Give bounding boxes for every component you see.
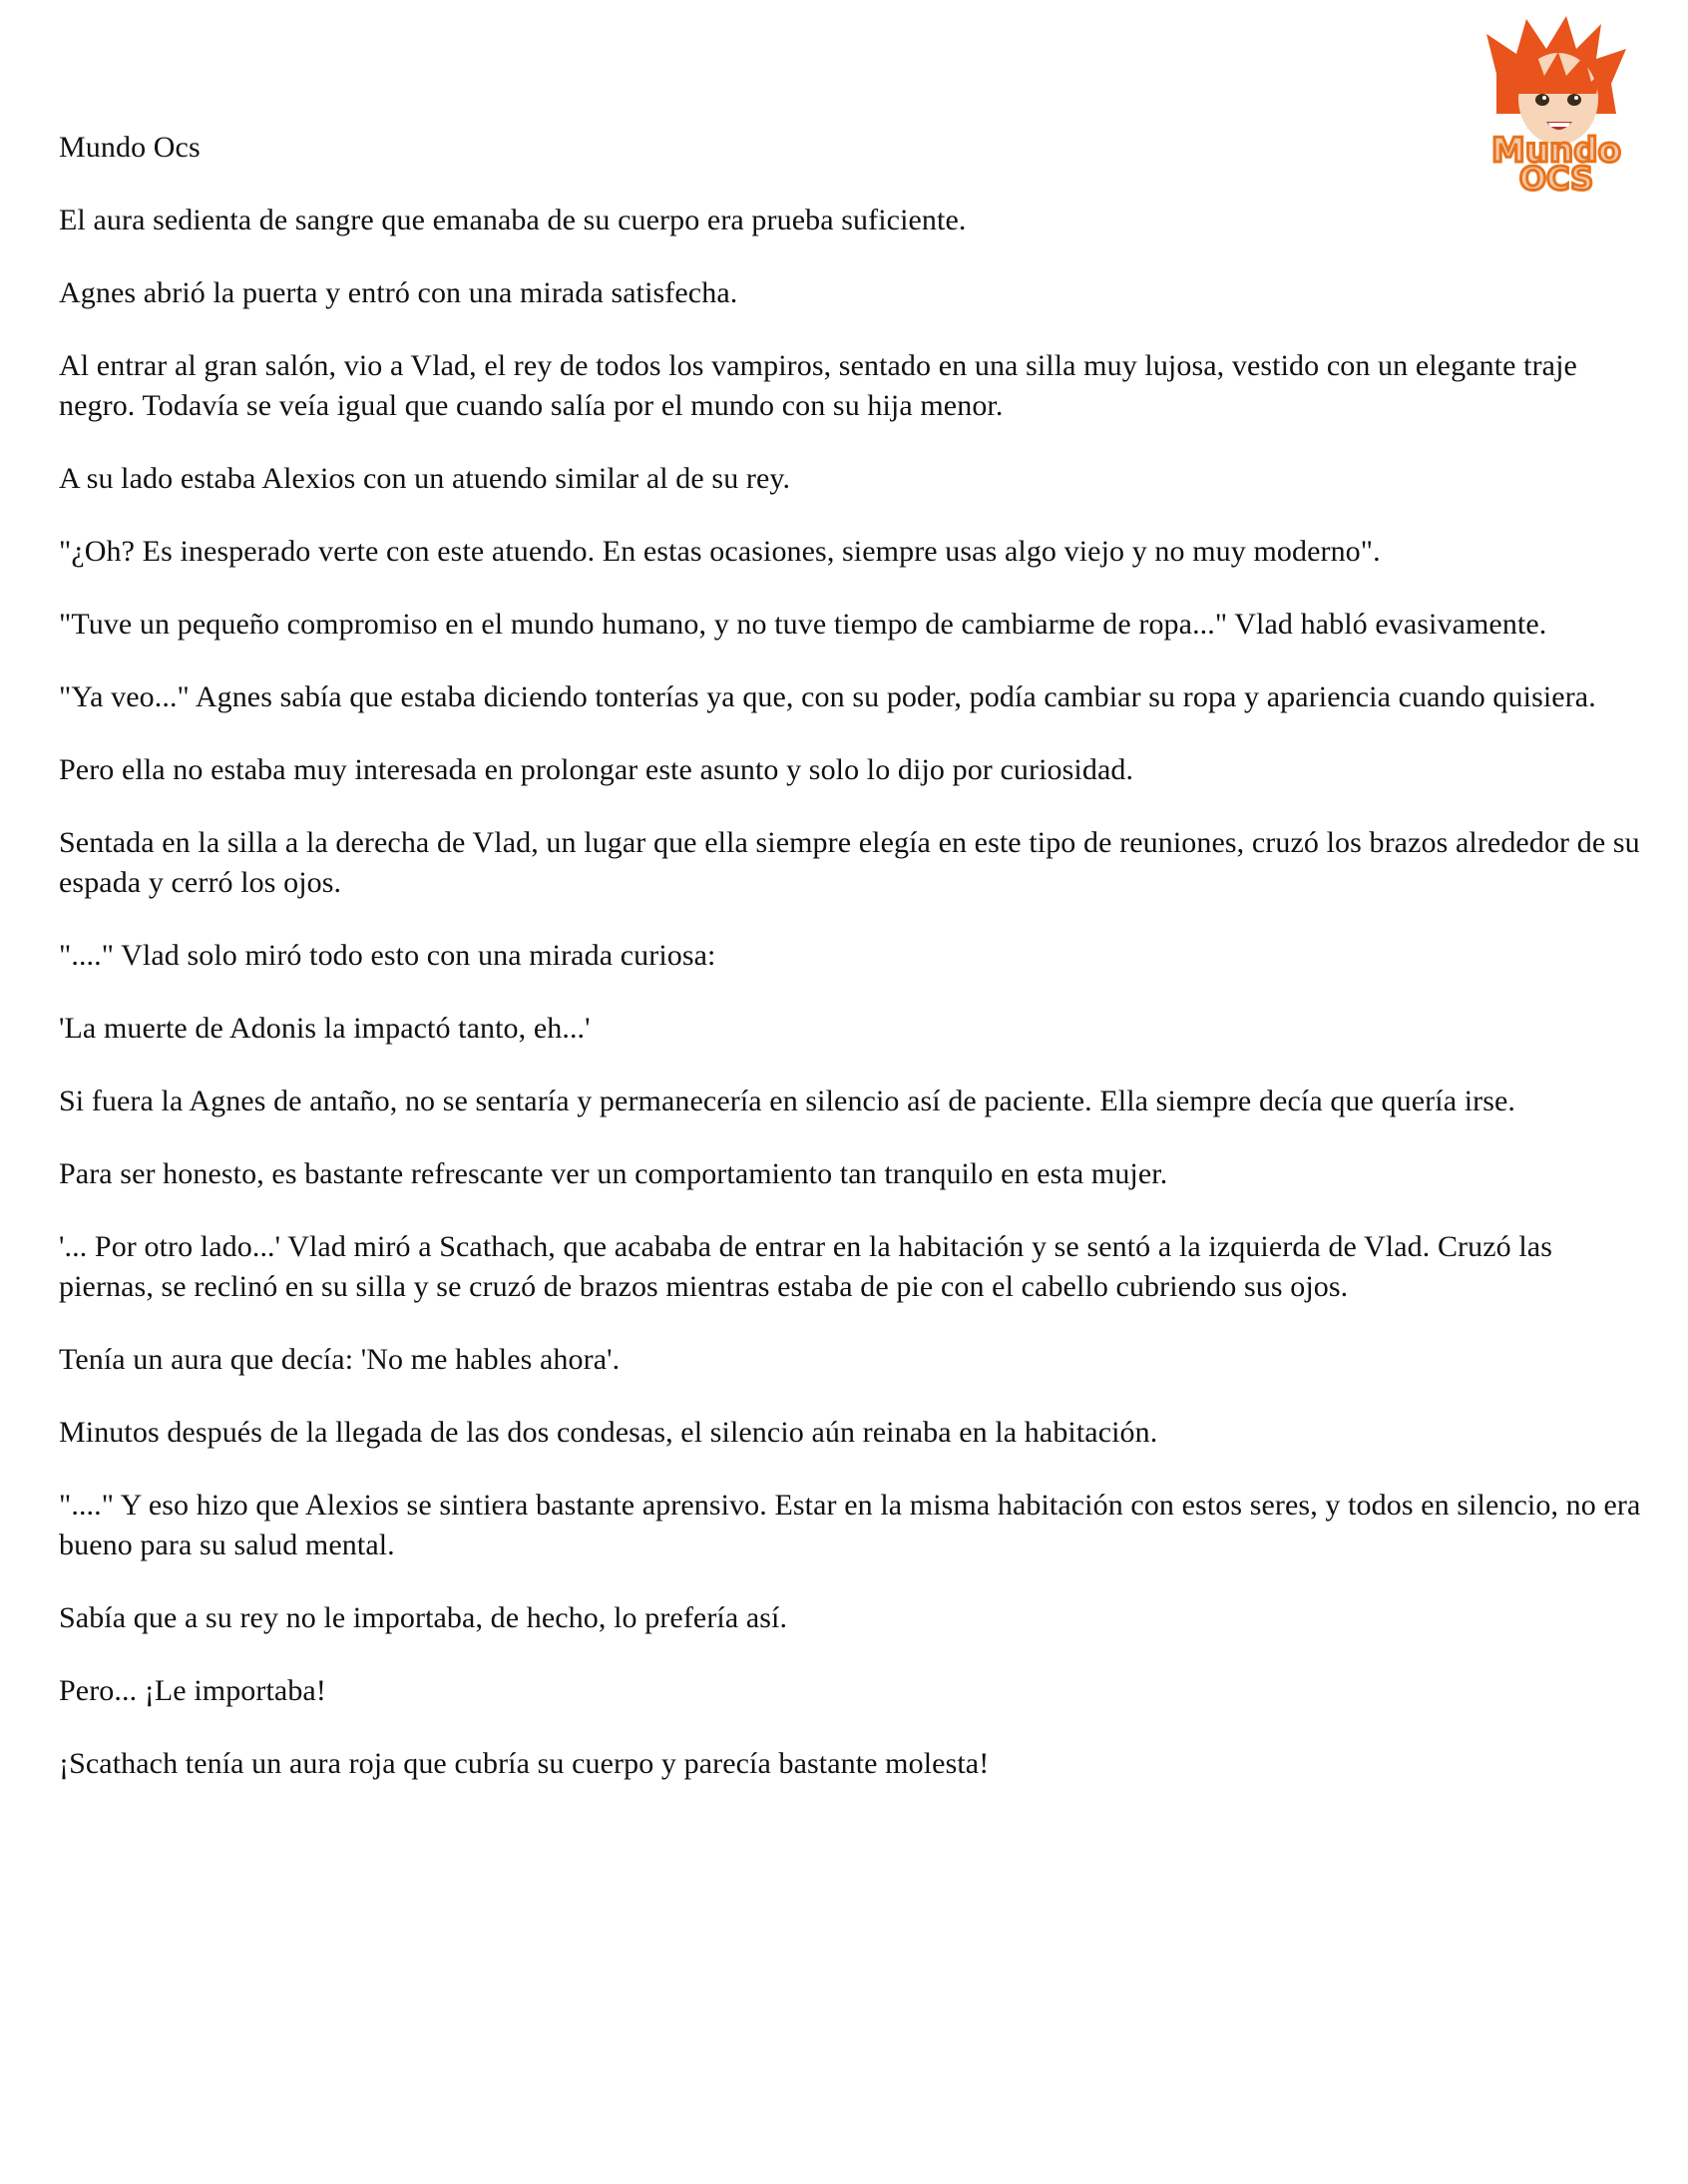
paragraph: Tenía un aura que decía: 'No me hables ahora'.	[59, 1343, 621, 1376]
paragraph: '... Por otro lado...' Vlad miró a Scathach, que acababa de entrar en la habitación y se sentó a la izquierda de Vlad. Cruzó las piernas, se reclinó en su silla y se cruzó de brazos mientras estaba de pie con el cabello cubriendo sus ojos.	[59, 1230, 1552, 1303]
paragraph: El aura sedienta de sangre que emanaba de su cuerpo era prueba suficiente.	[59, 204, 967, 236]
paragraph: Pero... ¡Le importaba!	[59, 1674, 326, 1707]
paragraph: "Tuve un pequeño compromiso en el mundo humano, y no tuve tiempo de cambiarme de ropa..." Vlad habló evasivamente.	[59, 608, 1547, 641]
paragraph: Si fuera la Agnes de antaño, no se sentaría y permanecería en silencio así de paciente. Ella siempre decía que quería irse.	[59, 1085, 1516, 1117]
paragraph: Sentada en la silla a la derecha de Vlad, un lugar que ella siempre elegía en este tipo de reuniones, cruzó los brazos alrededor de su espada y cerró los ojos.	[59, 826, 1640, 899]
paragraph: Minutos después de la llegada de las dos condesas, el silencio aún reinaba en la habitación.	[59, 1416, 1158, 1449]
paragraph: "...." Vlad solo miró todo esto con una mirada curiosa:	[59, 939, 716, 972]
paragraph: 'La muerte de Adonis la impactó tanto, eh...'	[59, 1012, 591, 1045]
paragraph: Agnes abrió la puerta y entró con una mirada satisfecha.	[59, 276, 738, 309]
paragraph: A su lado estaba Alexios con un atuendo similar al de su rey.	[59, 462, 791, 495]
paragraph: Al entrar al gran salón, vio a Vlad, el rey de todos los vampiros, sentado en una silla muy lujosa, vestido con un elegante traje negro. Todavía se veía igual que cuando salía por el mundo con su hija menor.	[59, 349, 1577, 422]
paragraph: "Ya veo..." Agnes sabía que estaba diciendo tonterías ya que, con su poder, podía cambiar su ropa y apariencia cuando quisiera.	[59, 680, 1596, 713]
document-header: Mundo Ocs	[59, 131, 201, 164]
paragraph: "...." Y eso hizo que Alexios se sintiera bastante aprensivo. Estar en la misma habitación con estos seres, y todos en silencio, no era bueno para su salud mental.	[59, 1489, 1641, 1561]
paragraph: ¡Scathach tenía un aura roja que cubría su cuerpo y parecía bastante molesta!	[59, 1747, 990, 1780]
document-body	[59, 128, 1645, 1817]
paragraph: Sabía que a su rey no le importaba, de hecho, lo prefería así.	[59, 1601, 788, 1634]
logo-text-mundo: Mundo	[1491, 131, 1621, 171]
paragraph: "¿Oh? Es inesperado verte con este atuendo. En estas ocasiones, siempre usas algo viejo y no muy moderno".	[59, 535, 1381, 568]
logo-text-ocs: OCS	[1518, 160, 1594, 194]
paragraph: Para ser honesto, es bastante refrescante ver un comportamiento tan tranquilo en esta mujer.	[59, 1157, 1168, 1190]
paragraph: Pero ella no estaba muy interesada en prolongar este asunto y solo lo dijo por curiosidad.	[59, 753, 1134, 786]
